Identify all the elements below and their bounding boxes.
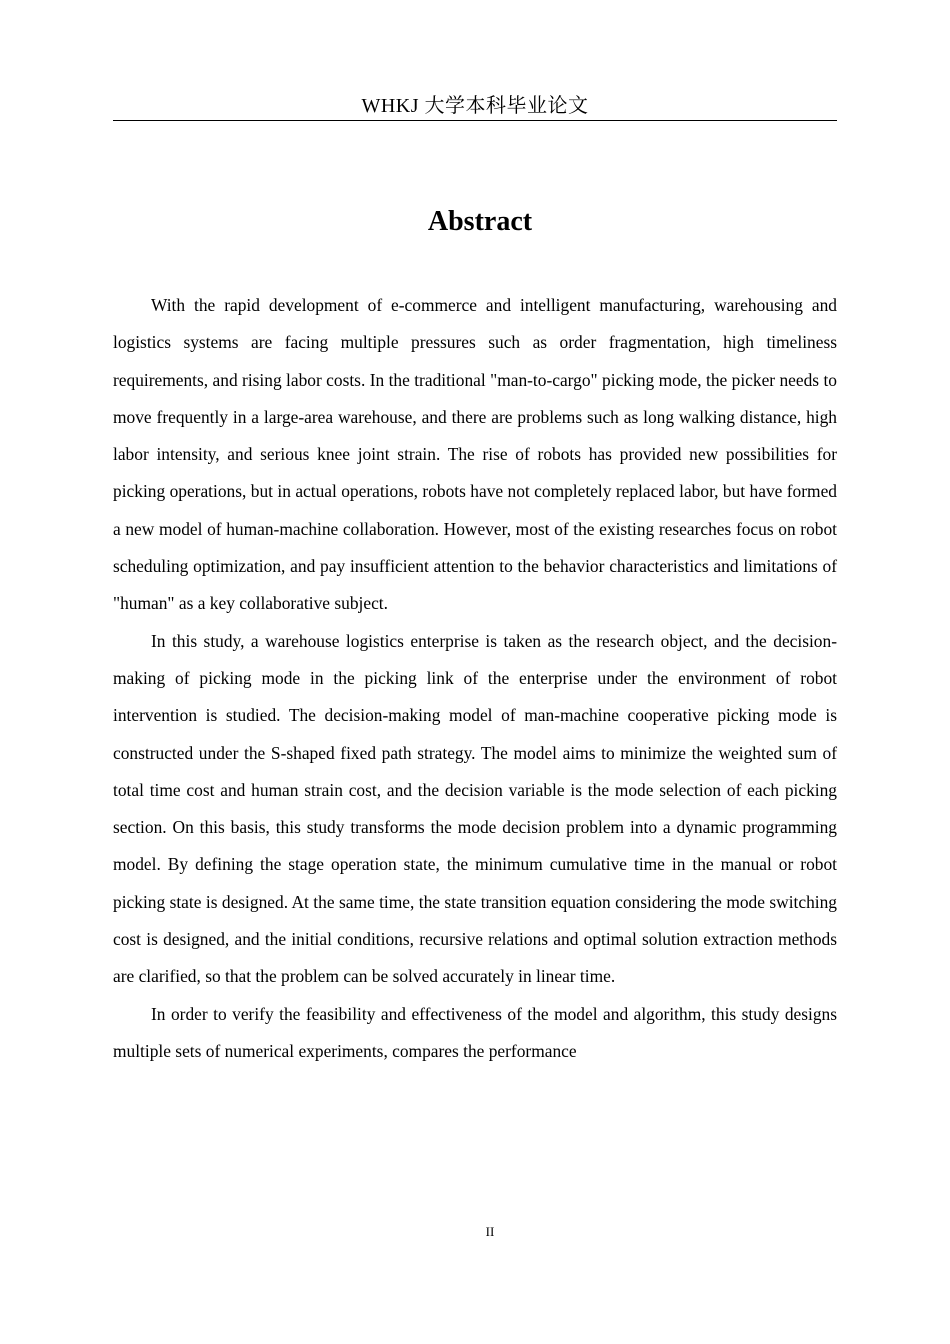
- abstract-body: [113, 287, 837, 1070]
- abstract-paragraph-1: With the rapid development of e-commerce and intelligent manufacturing, warehousing and logistics systems are facing multiple pressures such as order fragmentation, high timeliness requirements, and rising labor costs. In the traditional "man-to-cargo" picking mode, the picker needs to move frequently in a large-area warehouse, and there are problems such as long walking distance, high labor intensity, and serious knee joint strain. The rise of robots has provided new possibilities for picking operations, but in actual operations, robots have not completely replaced labor, but have formed a new model of human-machine collaboration. However, most of the existing researches focus on robot scheduling optimization, and pay insufficient attention to the behavior characteristics and limitations of "human" as a key collaborative subject.: [113, 295, 837, 614]
- abstract-title: Abstract: [427, 206, 533, 237]
- abstract-paragraph-3: In order to verify the feasibility and effectiveness of the model and algorithm, this study designs multiple sets of numerical experiments, compares the performance: [113, 1003, 837, 1061]
- page-header: WHKJ 大学本科毕业论文: [113, 92, 837, 121]
- page-number: II: [485, 1224, 495, 1239]
- abstract-paragraph-2: In this study, a warehouse logistics enterprise is taken as the research object, and the decision-making of picking mode in the picking link of the enterprise under the environment of robot intervention is studied. The decision-making model of man-machine cooperative picking mode is constructed under the S-shaped fixed path strategy. The model aims to minimize the weighted sum of total time cost and human strain cost, and the decision variable is the mode selection of each picking section. On this basis, this study transforms the mode decision problem into a dynamic programming model. By defining the stage operation state, the minimum cumulative time in the manual or robot picking state is designed. At the same time, the state transition equation considering the mode switching cost is designed, and the initial conditions, recursive relations and optimal solution extraction methods are clarified, so that the problem can be solved accurately in linear time.: [113, 630, 837, 987]
